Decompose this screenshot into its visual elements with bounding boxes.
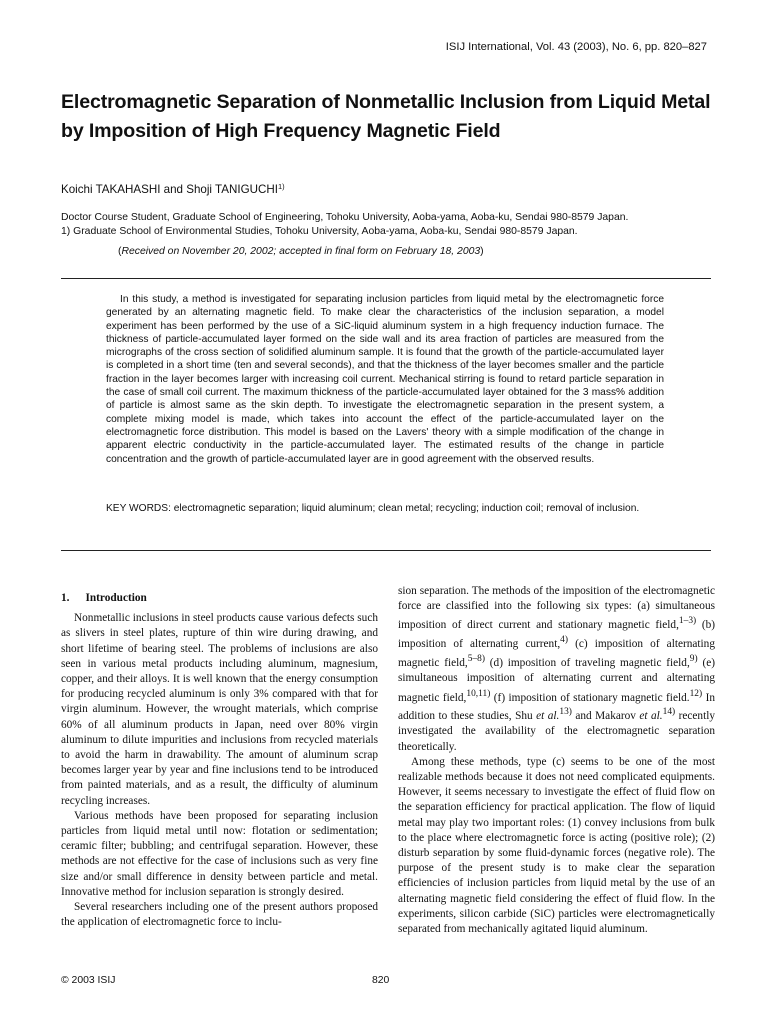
keywords: KEY WORDS: electromagnetic separation; liquid aluminum; clean metal; recycling; induction coil; removal of inclusion. bbox=[106, 503, 640, 514]
affiliation-2: 1) Graduate School of Environmental Studies, Tohoku University, Aoba-yama, Aoba-ku, Sendai 980-8579 Japan. bbox=[61, 226, 578, 237]
paragraph-3: Several researchers including one of the present authors proposed the application of electromagnetic force to inclu- bbox=[61, 901, 378, 929]
affiliations bbox=[61, 211, 721, 239]
affiliation-1: Doctor Course Student, Graduate School of Engineering, Tohoku University, Aoba-yama, Aoba-ku, Sendai 980-8579 Japan. bbox=[61, 212, 629, 223]
citation-ref: 12) bbox=[689, 688, 703, 699]
citation-ref: 14) bbox=[662, 707, 676, 718]
page-number: 820 bbox=[372, 975, 390, 986]
received-text: Received on November 20, 2002; accepted in final form on February 18, 2003 bbox=[121, 246, 481, 257]
copyright-notice: © 2003 ISIJ bbox=[61, 975, 116, 986]
received-open-paren: ( bbox=[118, 246, 122, 257]
citation-ref: 4) bbox=[560, 635, 568, 646]
citation-ref: 5–8) bbox=[467, 654, 485, 665]
citation-ref: 9) bbox=[689, 654, 698, 665]
author-names: Koichi TAKAHASHI and Shoji TANIGUCHI bbox=[61, 183, 278, 196]
paragraph-5: Among these methods, type (c) seems to be one of the most realizable methods because it does not need complicated equipments. However, it seems necessary to investigate the effect of fluid flow on the separation efficiency for practical application. The flow of liquid metal may play two important roles: (1) convey inclusions from bulk to the place where electromagnetic force is acting (positive role); (2) disturb separation by some fluid-dynamic forces (negative role). The purpose of the present study is to make clear the separation efficiencies of inclusion particles from liquid metal by the use of an alternating magnetic field considering the effect of fluid flow. In the experiments, silicon carbide (SiC) particles were electromagnetically separated from mechanically agitated liquid aluminum. bbox=[398, 755, 715, 936]
top-divider bbox=[61, 278, 711, 279]
citation-ref: 13) bbox=[559, 707, 572, 718]
journal-citation: ISIJ International, Vol. 43 (2003), No. 6, pp. 820–827 bbox=[445, 41, 707, 53]
abstract-text: In this study, a method is investigated for separating inclusion particles from liquid metal by the electromagnetic force generated by an alternating magnetic field. To make clear the characteristics of the inclusion separation, a model experiment has been performed by the use of a SiC-liquid aluminum system in a high frequency induction furnace. The thickness of particle-accumulated layer formed on the side wall and its area fraction of particles are measured from the micrographs of the cross section of solidified aluminum sample. It is found that the growth of the particle-accumulated layer is completed in a short time (ten and several seconds), and that the thickness of the layer becomes smaller and the particle fraction in the layer becomes larger with increasing coil current. Mechanical stirring is found to retard particle separation in the case of small coil current. The maximum thickness of the particle-accumulated layer obtained for the 3 mass% addition of particle is almost same as the skin depth. To investigate the electromagnetic separation in the present system, a complete mixing model is made, which takes into account the effect of the particle-accumulated layer on the electromagnetic force distribution. This model is based on the Lavers' theory with a simple modification of the change in apparent electric conductivity in the particle-accumulated layer. The estimated results of the change in particle concentration and the growth of particle-accumulated layer are in good agreement with the observed results. bbox=[106, 294, 664, 465]
citation-ref: 10,11) bbox=[466, 688, 491, 699]
received-close-paren: ) bbox=[480, 246, 484, 257]
paragraph-1: Nonmetallic inclusions in steel products cause various defects such as slivers in steel plates, rupture of thin wire during drawing, and short lifetime of bearing steel. The problems of inclusions are also seen in various metal products including aluminum, magnesium, copper, and their alloys. It is well known that the energy consumption for producing recycled aluminum is only 3% compared with that for virgin aluminum. However, the wrought materials, which comprise 60% of all aluminum products in Japan, need over 80% virgin aluminum to dilute impurities and inclusions from recycled materials to avoid the harm in drawability. The amount of aluminum scrap becomes larger year by year and fine inclusions tend to be introduced from painted materials, and as a result, the difficulty of aluminum recycling increases. bbox=[61, 612, 378, 807]
author-affiliation-marker: 1) bbox=[277, 182, 285, 191]
author-line bbox=[61, 182, 285, 196]
paragraph-4: sion separation. The methods of the imposition of the electromagnetic force are classified into the following six types: (a) simultaneous imposition of direct current and stationary magnetic field,$^{1-3)}$ (b) imposition of alternating current,$^{4)}$ (c) imposition of alternating magnetic field,$^{5-8)}$ (d) imposition of traveling magnetic field,$^{9)}$ (e) simultaneous imposition of alternating current and alternating magnetic field,$^{10,11)}$ (f) imposition of stationary magnetic field.$^{12)}$ In addition to these studies, Shu et al.$^{13)}$ and Makarov et al.$^{14)}$ recently investigated the availability of the electromagnetic separation theoretically. bbox=[398, 585, 716, 753]
left-column bbox=[61, 591, 378, 930]
citation-ref: 1–3) bbox=[678, 616, 697, 627]
section-title: Introduction bbox=[85, 592, 147, 604]
paragraph-2: Various methods have been proposed for separating inclusion particles from liquid metal until now: flotation or sedimentation; ceramic filter; bubbling; and centrifugal separation. However, these methods are not effective for the case of inclusions such as very fine size and/or small difference in density between particle and metal. Innovative method for inclusion separation is strongly desired. bbox=[61, 809, 378, 898]
section-number: 1. bbox=[61, 592, 70, 604]
section-heading bbox=[61, 591, 378, 606]
right-column bbox=[398, 584, 715, 937]
received-date bbox=[118, 246, 484, 257]
article-title: Electromagnetic Separation of Nonmetallic Inclusion from Liquid Metal by Imposition of High Frequency Magnetic Field bbox=[61, 91, 711, 142]
bottom-divider bbox=[61, 550, 711, 551]
